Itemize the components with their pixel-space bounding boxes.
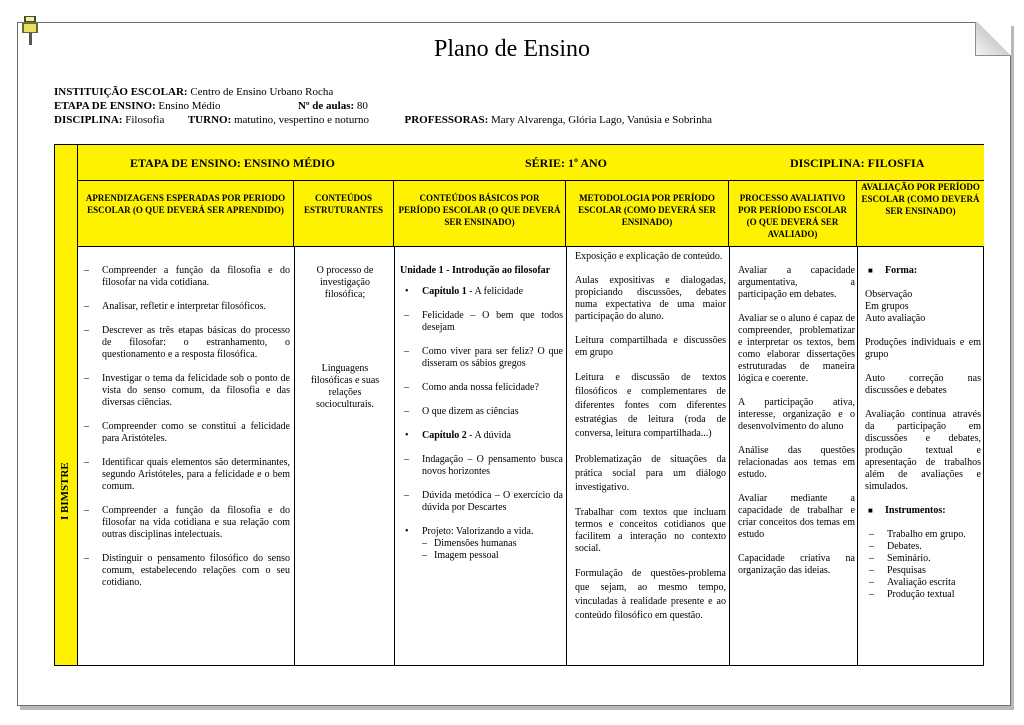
list-item: – Produção textual [865,589,981,601]
list-item: Avaliação contínua através da participação em discussões e debates, produção textual e apresentação de trabalhos além de avaliações e simulados. [865,409,981,492]
list-item: O processo de investigação filosófica; [316,265,374,300]
table-body [55,247,983,667]
col-header-estruturantes: CONTEÚDOS ESTRUTURANTES [294,181,394,246]
turno-label: TURNO: [187,114,232,126]
list-item: – Descrever as três etapas básicas do processo de filosofar: o estranhamento, o questionamento e a resposta filosófica. [80,325,290,361]
instituicao-label: INSTITUIÇÃO ESCOLAR: [54,86,188,98]
list-item: Leitura compartilhada e discussões em grupo [575,335,726,358]
header-serie: SÉRIE: 1º ANO [525,156,607,170]
col-estruturantes [305,247,385,667]
col-header-aprendizagens: APRENDIZAGENS ESPERADAS POR PERIODO ESCOLAR (O QUE DEVERÁ SER APRENDIDO) [78,181,294,246]
list-item: Leitura e discussão de textos filosóficos e complementares de diferentes fontes com diferentes estratégias de leitura (roda de conversa, leitura compartilhada...) [575,372,726,439]
col-metodologia [575,247,726,667]
list-item: – Como viver para ser feliz? O que disseram os sábios gregos [400,346,563,370]
list-item: – Compreender como se constitui a felicidade para Aristóteles. [80,421,290,445]
aulas-value: 80 [356,100,368,112]
page-title: Plano de Ensino [434,36,590,62]
table-header-columns [78,181,984,247]
table-header-main [78,145,984,181]
list-item: Em grupos [865,301,909,312]
professoras-label: PROFESSORAS: [404,114,489,126]
list-item: Análise das questões relacionadas aos temas em estudo. [738,445,855,480]
list-item: Avaliar se o aluno é capaz de compreender, problematizar e interpretar os textos, bem como elaborar dissertações estruturadas de maneira lógica e coerente. [738,313,855,384]
list-item: – Seminário. [865,553,981,565]
forma-label: ■ Forma: [865,265,981,277]
list-item: Capacidade criativa na organização das ideias. [738,553,855,576]
disciplina-value: Filosofia [125,114,165,126]
col-header-metodologia: METODOLOGIA POR PERÍODO ESCOLAR (COMO DEVERÁ SER ENSINADO) [566,181,729,246]
list-item: Trabalhar com textos que incluam termos e conceitos cotidianos que facilitem a interação no contexto social. [575,507,726,554]
capitulo-1-label: Capítulo 1 [422,286,467,297]
list-item: – Felicidade – O bem que todos desejam [400,310,563,334]
list-item: – Trabalho em grupo. [865,529,981,541]
unidade-title: Unidade 1 - Introdução ao filosofar [400,265,551,276]
projeto-item: • Projeto: Valorizando a vida. [400,526,563,538]
plan-table [54,144,984,666]
col-processo [738,247,855,667]
list-item: A participação ativa, interesse, organização e o desenvolvimento do aluno [738,397,855,432]
header-disciplina: DISCIPLINA: FILOSFIA [790,156,925,170]
list-item: Observação [865,289,913,300]
col-header-basicos: CONTEÚDOS BÁSICOS POR PERÍODO ESCOLAR (O QUE DEVERÁ SER ENSINADO) [394,181,566,246]
disciplina-label: DISCIPLINA: [54,114,123,126]
list-item: – Distinguir o pensamento filosófico do senso comum, estabelecendo relações com o seu cotidiano. [80,553,290,589]
col-basicos [400,247,563,667]
instrumentos-label: ■ Instrumentos: [865,505,981,517]
list-item: Linguagens filosóficas e suas relações socioculturais. [310,363,380,410]
capitulo-2 [400,430,563,442]
info-line-etapa [54,100,368,112]
col-aprendizagens [80,247,290,667]
list-item: – Analisar, refletir e interpretar filosóficos. [80,301,290,313]
etapa-label: ETAPA DE ENSINO: [54,100,156,112]
info-line-instituicao [54,86,333,98]
capitulo-2-label: Capítulo 2 [422,430,467,441]
capitulo-1 [400,286,563,298]
list-item: – O que dizem as ciências [400,406,563,418]
info-line-disciplina [54,114,712,126]
list-item: – Indagação – O pensamento busca novos horizontes [400,454,563,478]
list-item: – Como anda nossa felicidade? [400,382,563,394]
list-item: Auto correção nas discussões e debates [865,373,981,396]
professoras-value: Mary Alvarenga, Glória Lago, Vanúsia e Sobrinha [491,114,712,126]
turno-value: matutino, vespertino e noturno [233,114,370,126]
list-item: – Avaliação escrita [865,577,981,589]
col-header-processo: PROCESSO AVALIATIVO POR PERÍODO ESCOLAR (O QUE DEVERÁ SER AVALIADO) [729,181,857,246]
etapa-value: Ensino Médio [158,100,221,112]
aulas-label: Nº de aulas: [297,100,355,112]
list-item: Produções individuais e em grupo [865,337,981,360]
list-item: Avaliar a capacidade argumentativa, a participação em debates. [738,265,855,300]
col-header-avaliacao: AVALIAÇÃO POR PERÍODO ESCOLAR (COMO DEVERÁ SER ENSINADO) [861,182,980,216]
list-item: – Debates. [865,541,981,553]
list-item: – Dimensões humanas [400,538,563,550]
instituicao-value: Centro de Ensino Urbano Rocha [190,86,334,98]
list-item: Exposição e explicação de conteúdo. [575,251,723,262]
list-item: – Compreender a função da filosofia e do filosofar na vida cotidiana. [80,265,290,289]
list-item: – Identificar quais elementos são determinantes, segundo Aristóteles, para a felicidade e o bem comum. [80,457,290,493]
list-item: Problematização de situações da prática social para um diálogo investigativo. [575,454,726,493]
list-item: – Imagem pessoal [400,550,563,562]
list-item: Formulação de questões-problema que sejam, ao mesmo tempo, vinculadas à realidade presente e ao conteúdo filosófico em questão. [575,568,726,621]
list-item: Auto avaliação [865,313,926,324]
list-item: – Pesquisas [865,565,981,577]
list-item: – Investigar o tema da felicidade sob o ponto de vista do senso comum, da filosofia e das diversas ciências. [80,373,290,409]
list-item: – Dúvida metódica – O exercício da dúvida por Descartes [400,490,563,514]
col-avaliacao [865,247,981,667]
header-etapa: ETAPA DE ENSINO: ENSINO MÉDIO [130,156,335,170]
list-item: Avaliar mediante a capacidade de trabalhar e criar conceitos dos temas em estudo [738,493,855,540]
list-item: Aulas expositivas e dialogadas, propiciando discussões, debates numa expectativa de uma maior participação do aluno. [575,275,726,322]
capitulo-2-text: - A dúvida [466,430,511,441]
bimestre-label: I BIMSTRE [59,462,71,520]
capitulo-1-text: - A felicidade [466,286,524,297]
list-item: – Compreender a função da filosofia e do filosofar na vida cotidiana e sua relação com outras disciplinas intelectuais. [80,505,290,541]
